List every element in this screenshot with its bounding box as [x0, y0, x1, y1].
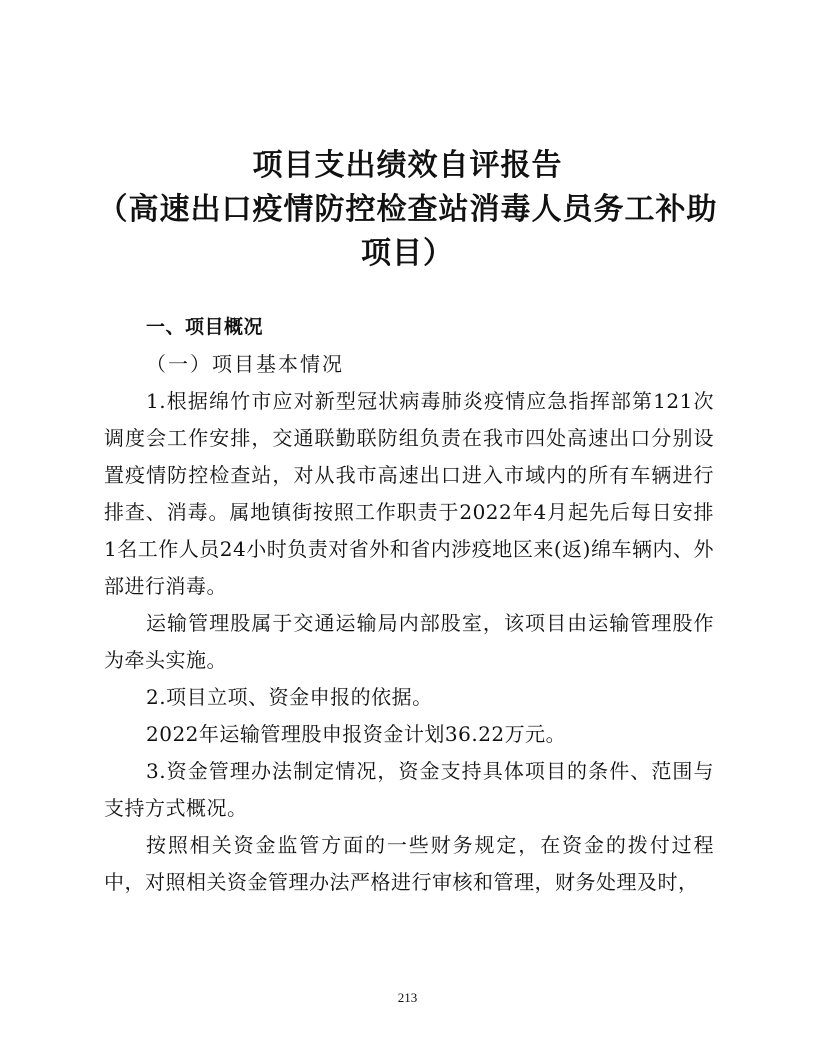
report-title	[60, 144, 755, 276]
paragraph-funding-plan: 2022年运输管理股申报资金计划36.22万元。	[146, 722, 567, 746]
title-line-1: 项目支出绩效自评报告	[252, 148, 563, 183]
page-number: 213	[397, 990, 418, 1005]
title-line-2: （高速出口疫情防控检查站消毒人员务工补助	[97, 192, 718, 227]
paragraph-management-heading: 3.资金管理办法制定情况，资金支持具体项目的条件、范围与支持方式概况。	[104, 759, 714, 820]
document-body	[104, 309, 714, 901]
paragraph-background: 1.根据绵竹市应对新型冠状病毒肺炎疫情应急指挥部第121次调度会工作安排，交通联勤联防组负责在我市四处高速出口分别设置疫情防控检查站，对从我市高速出口进入市域内的所有车辆进行排查、消毒。属地镇街按照工作职责于2022年4月起先后每日安排1名工作人员24小时负责对省外和省内涉疫地区来(返)绵车辆内、外部进行消毒。	[104, 389, 714, 598]
paragraph-basis-heading: 2.项目立项、资金申报的依据。	[146, 685, 433, 709]
paragraph-lead-unit: 运输管理股属于交通运输局内部股室，该项目由运输管理股作为牵头实施。	[104, 611, 714, 672]
paragraph-management-detail: 按照相关资金监管方面的一些财务规定，在资金的拨付过程中，对照相关资金管理办法严格进行审核和管理，财务处理及时，	[104, 833, 714, 894]
section-heading: 一、项目概况	[146, 316, 264, 338]
title-line-3: 项目）	[361, 236, 454, 271]
subsection-heading: （一）项目基本情况	[146, 352, 344, 376]
